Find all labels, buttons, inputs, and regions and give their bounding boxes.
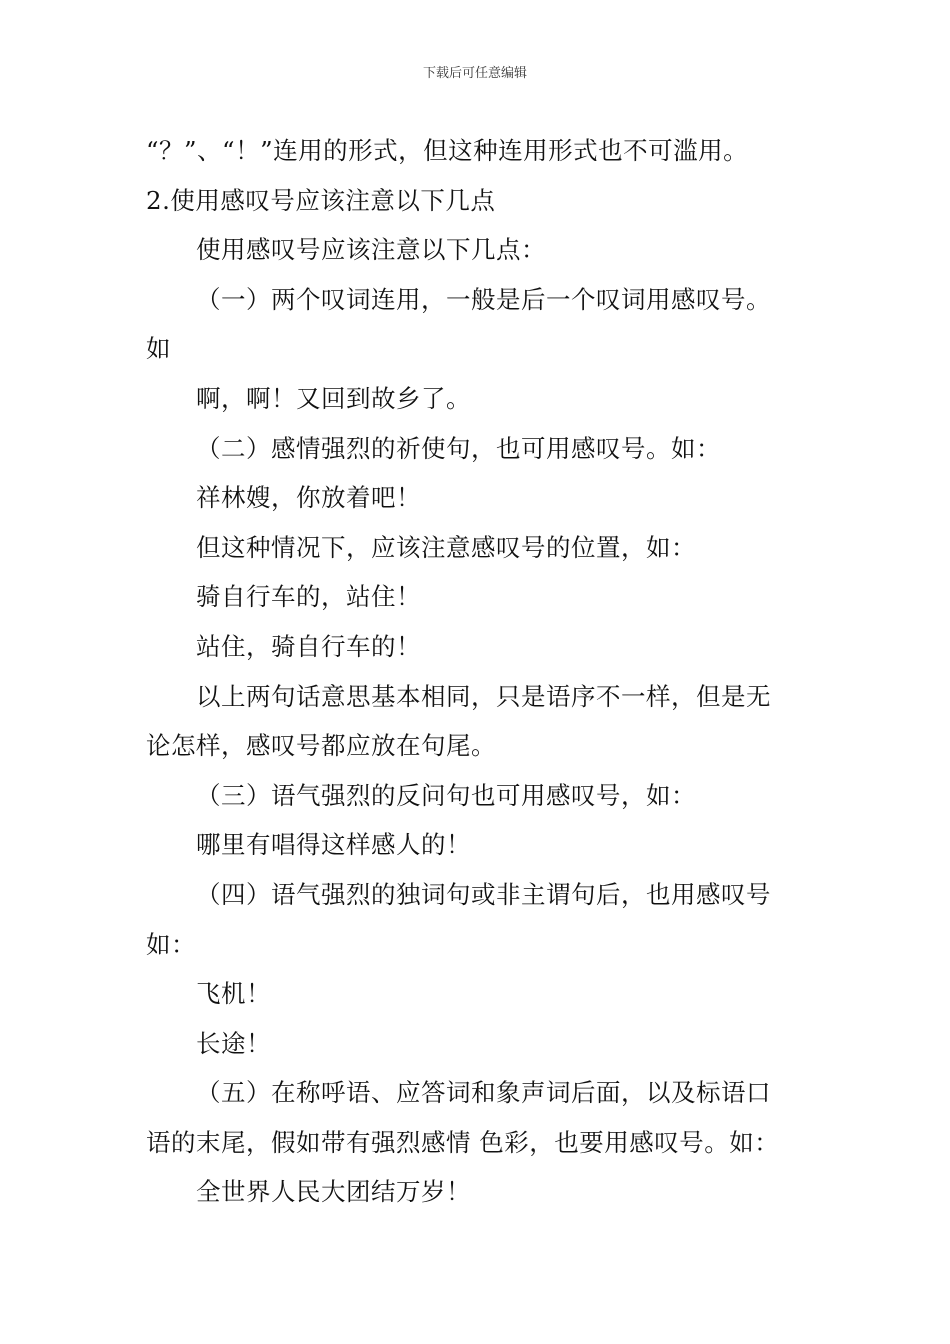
example-line: 站住，骑自行车的！ bbox=[196, 631, 421, 661]
body-line: “？”、“！”连用的形式，但这种连用形式也不可滥用。 bbox=[146, 136, 749, 165]
body-line: （一）两个叹词连用，一般是后一个叹词用感叹号。 bbox=[196, 284, 771, 314]
body-line: 但这种情况下，应该注意感叹号的位置，如： bbox=[196, 532, 696, 562]
example-line: 啊，啊！又回到故乡了。 bbox=[196, 383, 471, 413]
example-line: 骑自行车的，站住！ bbox=[196, 582, 421, 612]
example-line: 祥林嫂，你放着吧！ bbox=[196, 483, 421, 513]
body-line: 使用感叹号应该注意以下几点： bbox=[196, 235, 546, 265]
body-line: 如 bbox=[146, 334, 171, 364]
body-line: 论怎样，感叹号都应放在句尾。 bbox=[146, 731, 496, 761]
body-line: （二）感情强烈的祈使句，也可用感叹号。如： bbox=[196, 433, 721, 463]
example-line: 全世界人民大团结万岁！ bbox=[196, 1177, 471, 1207]
example-line: 长途！ bbox=[196, 1028, 271, 1058]
body-line: （四）语气强烈的独词句或非主谓句后，也用感叹号 bbox=[196, 879, 771, 909]
page-header: 下载后可任意编辑 bbox=[422, 66, 527, 81]
document-body bbox=[146, 126, 810, 1217]
body-line: 如： bbox=[146, 929, 196, 959]
body-line: 以上两句话意思基本相同，只是语序不一样，但是无 bbox=[196, 681, 771, 711]
body-line: （五）在称呼语、应答词和象声词后面，以及标语口 bbox=[196, 1078, 771, 1108]
body-line: （三）语气强烈的反问句也可用感叹号，如： bbox=[196, 780, 696, 810]
body-line: 语的末尾，假如带有强烈感情 色彩，也要用感叹号。如： bbox=[146, 1127, 780, 1157]
section-heading: 2.使用感叹号应该注意以下几点 bbox=[146, 185, 496, 215]
example-line: 哪里有唱得这样感人的！ bbox=[196, 830, 471, 860]
example-line: 飞机！ bbox=[196, 979, 271, 1009]
